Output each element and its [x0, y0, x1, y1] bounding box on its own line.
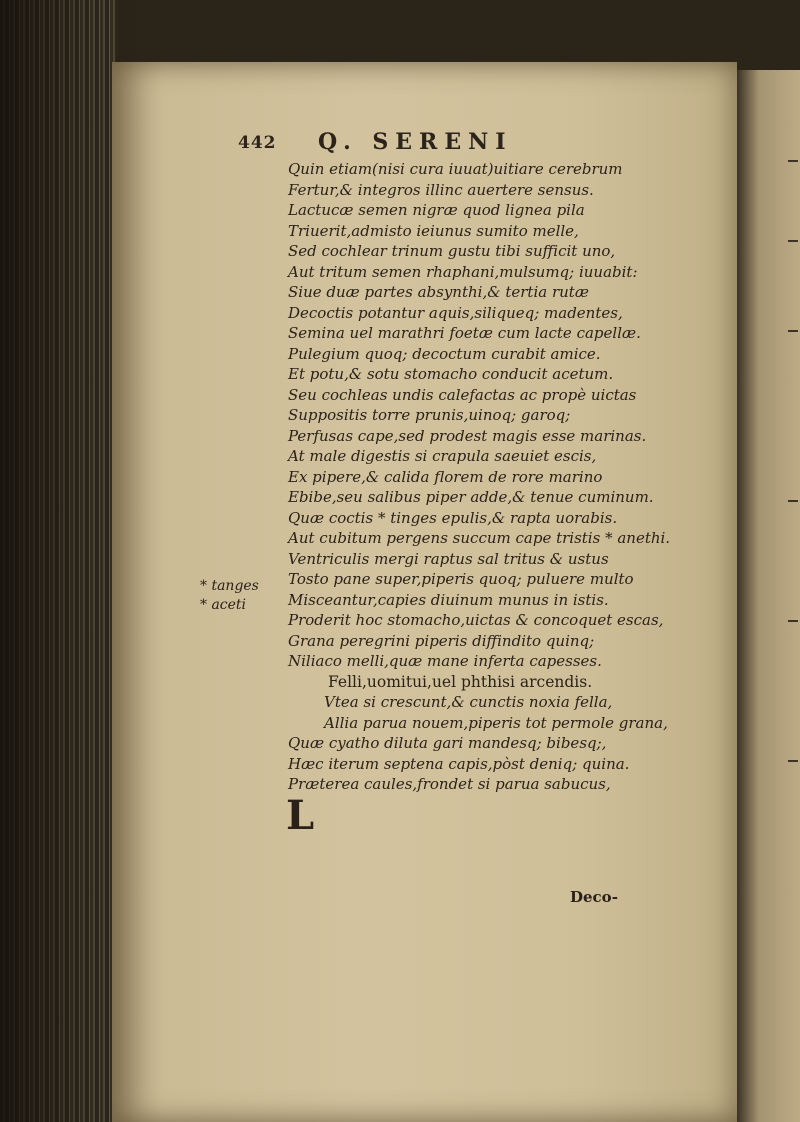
text-line: Quæ coctis * tinges epulis,& rapta uorabis.: [288, 508, 618, 527]
page-header: [238, 129, 618, 159]
running-head: Q. SERENI: [318, 129, 513, 155]
facing-page-mark: [788, 330, 798, 332]
text-line: Aut cubitum pergens succum cape tristis * anethi.: [288, 529, 671, 547]
text-line: Allia parua nouem,piperis tot permole grana,: [324, 713, 668, 732]
text-line: Et potu,& sotu stomacho conducit acetum.: [288, 365, 614, 383]
facing-page-mark: [788, 760, 798, 762]
text-line: Seu cochleas undis calefactas ac propè uictas: [288, 385, 637, 404]
text-line: Vtea si crescunt,& cunctis noxia fella,: [324, 693, 613, 711]
text-line: Misceantur,capies diuinum munus in istis.: [288, 590, 609, 609]
text-line: Suppositis torre prunis,uinoq; garoq;: [288, 406, 571, 424]
facing-page-edge: [737, 70, 800, 1122]
poem-body: [288, 159, 708, 795]
catchword: Deco-: [570, 888, 618, 906]
text-line: Ventriculis mergi raptus sal tritus & ustus: [288, 549, 609, 568]
marginal-note: * tanges: [200, 578, 259, 594]
text-line: Siue duæ partes absynthi,& tertia rutæ: [288, 283, 589, 301]
section-heading: Felli,uomitui,uel phthisi arcendis.: [328, 672, 593, 691]
text-line: Decoctis potantur aquis,siliqueq; madentes,: [288, 303, 623, 322]
text-line: Quin etiam(nisi cura iuuat)uitiare cerebrum: [288, 160, 623, 178]
text-line: Sed cochlear trinum gustu tibi sufficit uno,: [288, 242, 616, 260]
text-line: Præterea caules,frondet si parua sabucus,: [288, 775, 611, 793]
facing-page-mark: [788, 240, 798, 242]
text-line: Semina uel marathri foetæ cum lacte capellæ.: [288, 324, 641, 342]
facing-page-mark: [788, 620, 798, 622]
page-number: 442: [238, 133, 277, 153]
text-line: At male digestis si crapula saeuiet escis,: [288, 447, 597, 465]
text-line: Aut tritum semen rhaphani,mulsumq; iuuabit:: [288, 262, 638, 281]
text-line: Triuerit,admisto ieiunus sumito melle,: [288, 221, 579, 240]
facing-page-mark: [788, 500, 798, 502]
text-line: Ebibe,seu salibus piper adde,& tenue cuminum.: [288, 488, 654, 506]
text-line: Niliaco melli,quæ mane inferta capesses.: [288, 652, 602, 670]
text-line: Lactucæ semen nigræ quod lignea pila: [288, 201, 585, 219]
facing-page-mark: [788, 160, 798, 162]
text-line: Proderit hoc stomacho,uictas & concoquet escas,: [288, 611, 664, 629]
text-line: Grana peregrini piperis diffindito quinq;: [288, 631, 595, 650]
marginal-note: * aceti: [200, 597, 247, 613]
text-line: Hæc iterum septena capis,pòst deniq; quina.: [288, 754, 630, 773]
drop-cap: L: [286, 792, 315, 839]
text-line: Perfusas cape,sed prodest magis esse marinas.: [288, 426, 647, 445]
text-line: Pulegium quoq; decoctum curabit amice.: [288, 344, 601, 363]
text-line: Quæ cyatho diluta gari mandesq; bibesq;,: [288, 734, 607, 752]
marginal-notes: [200, 577, 259, 615]
text-line: Tosto pane super,piperis quoq; puluere multo: [288, 570, 634, 588]
text-line: Fertur,& integros illinc auertere sensus.: [288, 180, 594, 199]
text-line: Ex pipere,& calida florem de rore marino: [288, 467, 603, 486]
